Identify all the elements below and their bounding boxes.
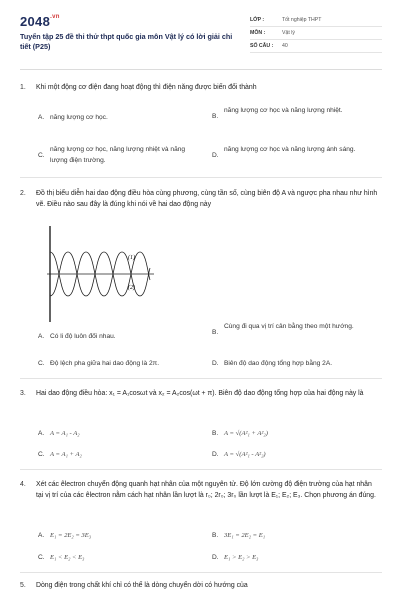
meta-label: LỚP : (250, 17, 265, 23)
logo-text: 2048 (20, 14, 51, 29)
meta-label: SỐ CÂU : (250, 43, 274, 49)
meta-value: 40 (282, 43, 288, 49)
oscillation-graph (46, 226, 156, 322)
option-c[interactable] (38, 553, 198, 564)
option-d[interactable] (212, 450, 382, 461)
option-d[interactable] (212, 359, 382, 370)
question-number: 4. (20, 481, 26, 488)
meta-value: Tốt nghiệp THPT (282, 17, 322, 23)
option-letter: B. (212, 532, 219, 539)
question-2 (20, 188, 382, 210)
option-letter: D. (212, 554, 219, 561)
option-letter: B. (212, 113, 219, 120)
option-c[interactable] (38, 359, 206, 370)
question-1 (20, 82, 382, 93)
option-letter: A. (38, 333, 45, 340)
option-b[interactable] (212, 106, 382, 123)
option-letter: B. (212, 430, 219, 437)
meta-class-row (250, 14, 382, 27)
option-a[interactable] (38, 332, 198, 343)
question-text: Hai dao động điều hòa: x₁ = A₁cosωt và x₂ = A₂cos(ωt + π). Biên độ dao động tổng hợp của hai động này là (36, 390, 364, 397)
document-meta (250, 14, 382, 53)
option-text: Cùng đi qua vị trí cân bằng theo một hướng. (224, 323, 354, 330)
option-text: năng lượng cơ học và năng lượng nhiệt. (224, 107, 343, 114)
option-a[interactable] (38, 113, 198, 124)
meta-label: MÔN : (250, 30, 266, 36)
option-text: A = A₁ - A₂ (50, 430, 80, 437)
option-text: năng lượng cơ học. (50, 114, 108, 121)
question-number: 1. (20, 84, 26, 91)
option-a[interactable] (38, 429, 198, 440)
header-divider (20, 69, 382, 70)
option-c[interactable] (38, 450, 198, 461)
option-letter: A. (38, 114, 45, 121)
question-5 (20, 580, 382, 591)
option-letter: C. (38, 554, 45, 561)
question-divider (20, 469, 382, 470)
option-text: A = √(A²₁ + A²₂) (224, 430, 268, 437)
option-letter: D. (212, 152, 219, 159)
question-3 (20, 388, 382, 410)
question-divider (20, 177, 382, 178)
question-text: Khi một động cơ điện đang hoạt động thì điện năng được biến đổi thành (36, 84, 257, 91)
option-text: A = A₁ + A₂ (50, 451, 82, 458)
option-letter: D. (212, 451, 219, 458)
document-header (20, 14, 382, 62)
option-b[interactable] (212, 531, 382, 542)
option-letter: D. (212, 360, 219, 367)
question-text: Dòng điện trong chất khí chỉ có thể là dòng chuyển dời có hướng của (36, 582, 248, 589)
option-text: E₁ < E₂ < E₃ (50, 554, 85, 561)
option-text: Biên độ dao động tổng hợp bằng 2A. (224, 360, 333, 367)
meta-count-row (250, 40, 382, 53)
question-number: 2. (20, 190, 26, 197)
option-text: Độ lệch pha giữa hai dao động là 2π. (50, 360, 160, 367)
option-b[interactable] (212, 429, 382, 440)
option-text: 3E₁ = 2E₂ = E₁ (224, 532, 266, 539)
question-text: Xét các êlectron chuyển động quanh hạt nhân của một nguyên tử. Độ lớn cường độ điện trường của hạt nhân tại vị trí của các êlectron nằm cách hạt nhân lần lượt là r₀; 2r₀; 3r₀ lần lượt là E₁; E₂; E₃. Chọn phương án đúng. (36, 481, 376, 499)
option-text: năng lượng cơ học và năng lượng ánh sáng. (224, 146, 356, 153)
meta-subject-row (250, 27, 382, 40)
option-d[interactable] (212, 553, 382, 564)
option-d[interactable] (212, 145, 382, 162)
option-text: Có li độ luôn đối nhau. (50, 333, 116, 340)
option-letter: C. (38, 451, 45, 458)
option-text: E₁ = 2E₂ = 3E₃ (50, 532, 92, 539)
logo-domain: .vn (50, 14, 60, 20)
question-number: 3. (20, 390, 26, 397)
meta-value: Vật lý (282, 30, 295, 36)
option-text: năng lượng cơ học, năng lượng nhiệt và năng lượng điện trường. (50, 146, 186, 164)
option-letter: C. (38, 152, 45, 159)
option-letter: C. (38, 360, 45, 367)
option-letter: A. (38, 430, 45, 437)
question-text: Đồ thị biểu diễn hai dao động điều hòa cùng phương, cùng tần số, cùng biên độ A và ngược pha nhau như hình vẽ. Điều nào sau đây là đúng khi nói về hai dao động này (36, 190, 378, 208)
option-b[interactable] (212, 322, 382, 339)
curve-2-label: (2) (128, 285, 135, 291)
question-4 (20, 479, 382, 512)
option-text: E₁ > E₂ > E₃ (224, 554, 259, 561)
option-a[interactable] (38, 531, 198, 542)
question-divider (20, 378, 382, 379)
site-logo[interactable] (20, 14, 60, 29)
curve-1-label: (1) (128, 255, 135, 261)
question-divider (20, 572, 382, 573)
option-letter: A. (38, 532, 45, 539)
option-letter: B. (212, 329, 219, 336)
option-c[interactable] (38, 145, 206, 166)
question-number: 5. (20, 582, 26, 589)
option-text: A = √(A²₁ - A²₂) (224, 451, 266, 458)
document-title: Tuyển tập 25 đề thi thử thpt quốc gia môn Vật lý có lời giải chi tiết (P25) (20, 32, 233, 51)
